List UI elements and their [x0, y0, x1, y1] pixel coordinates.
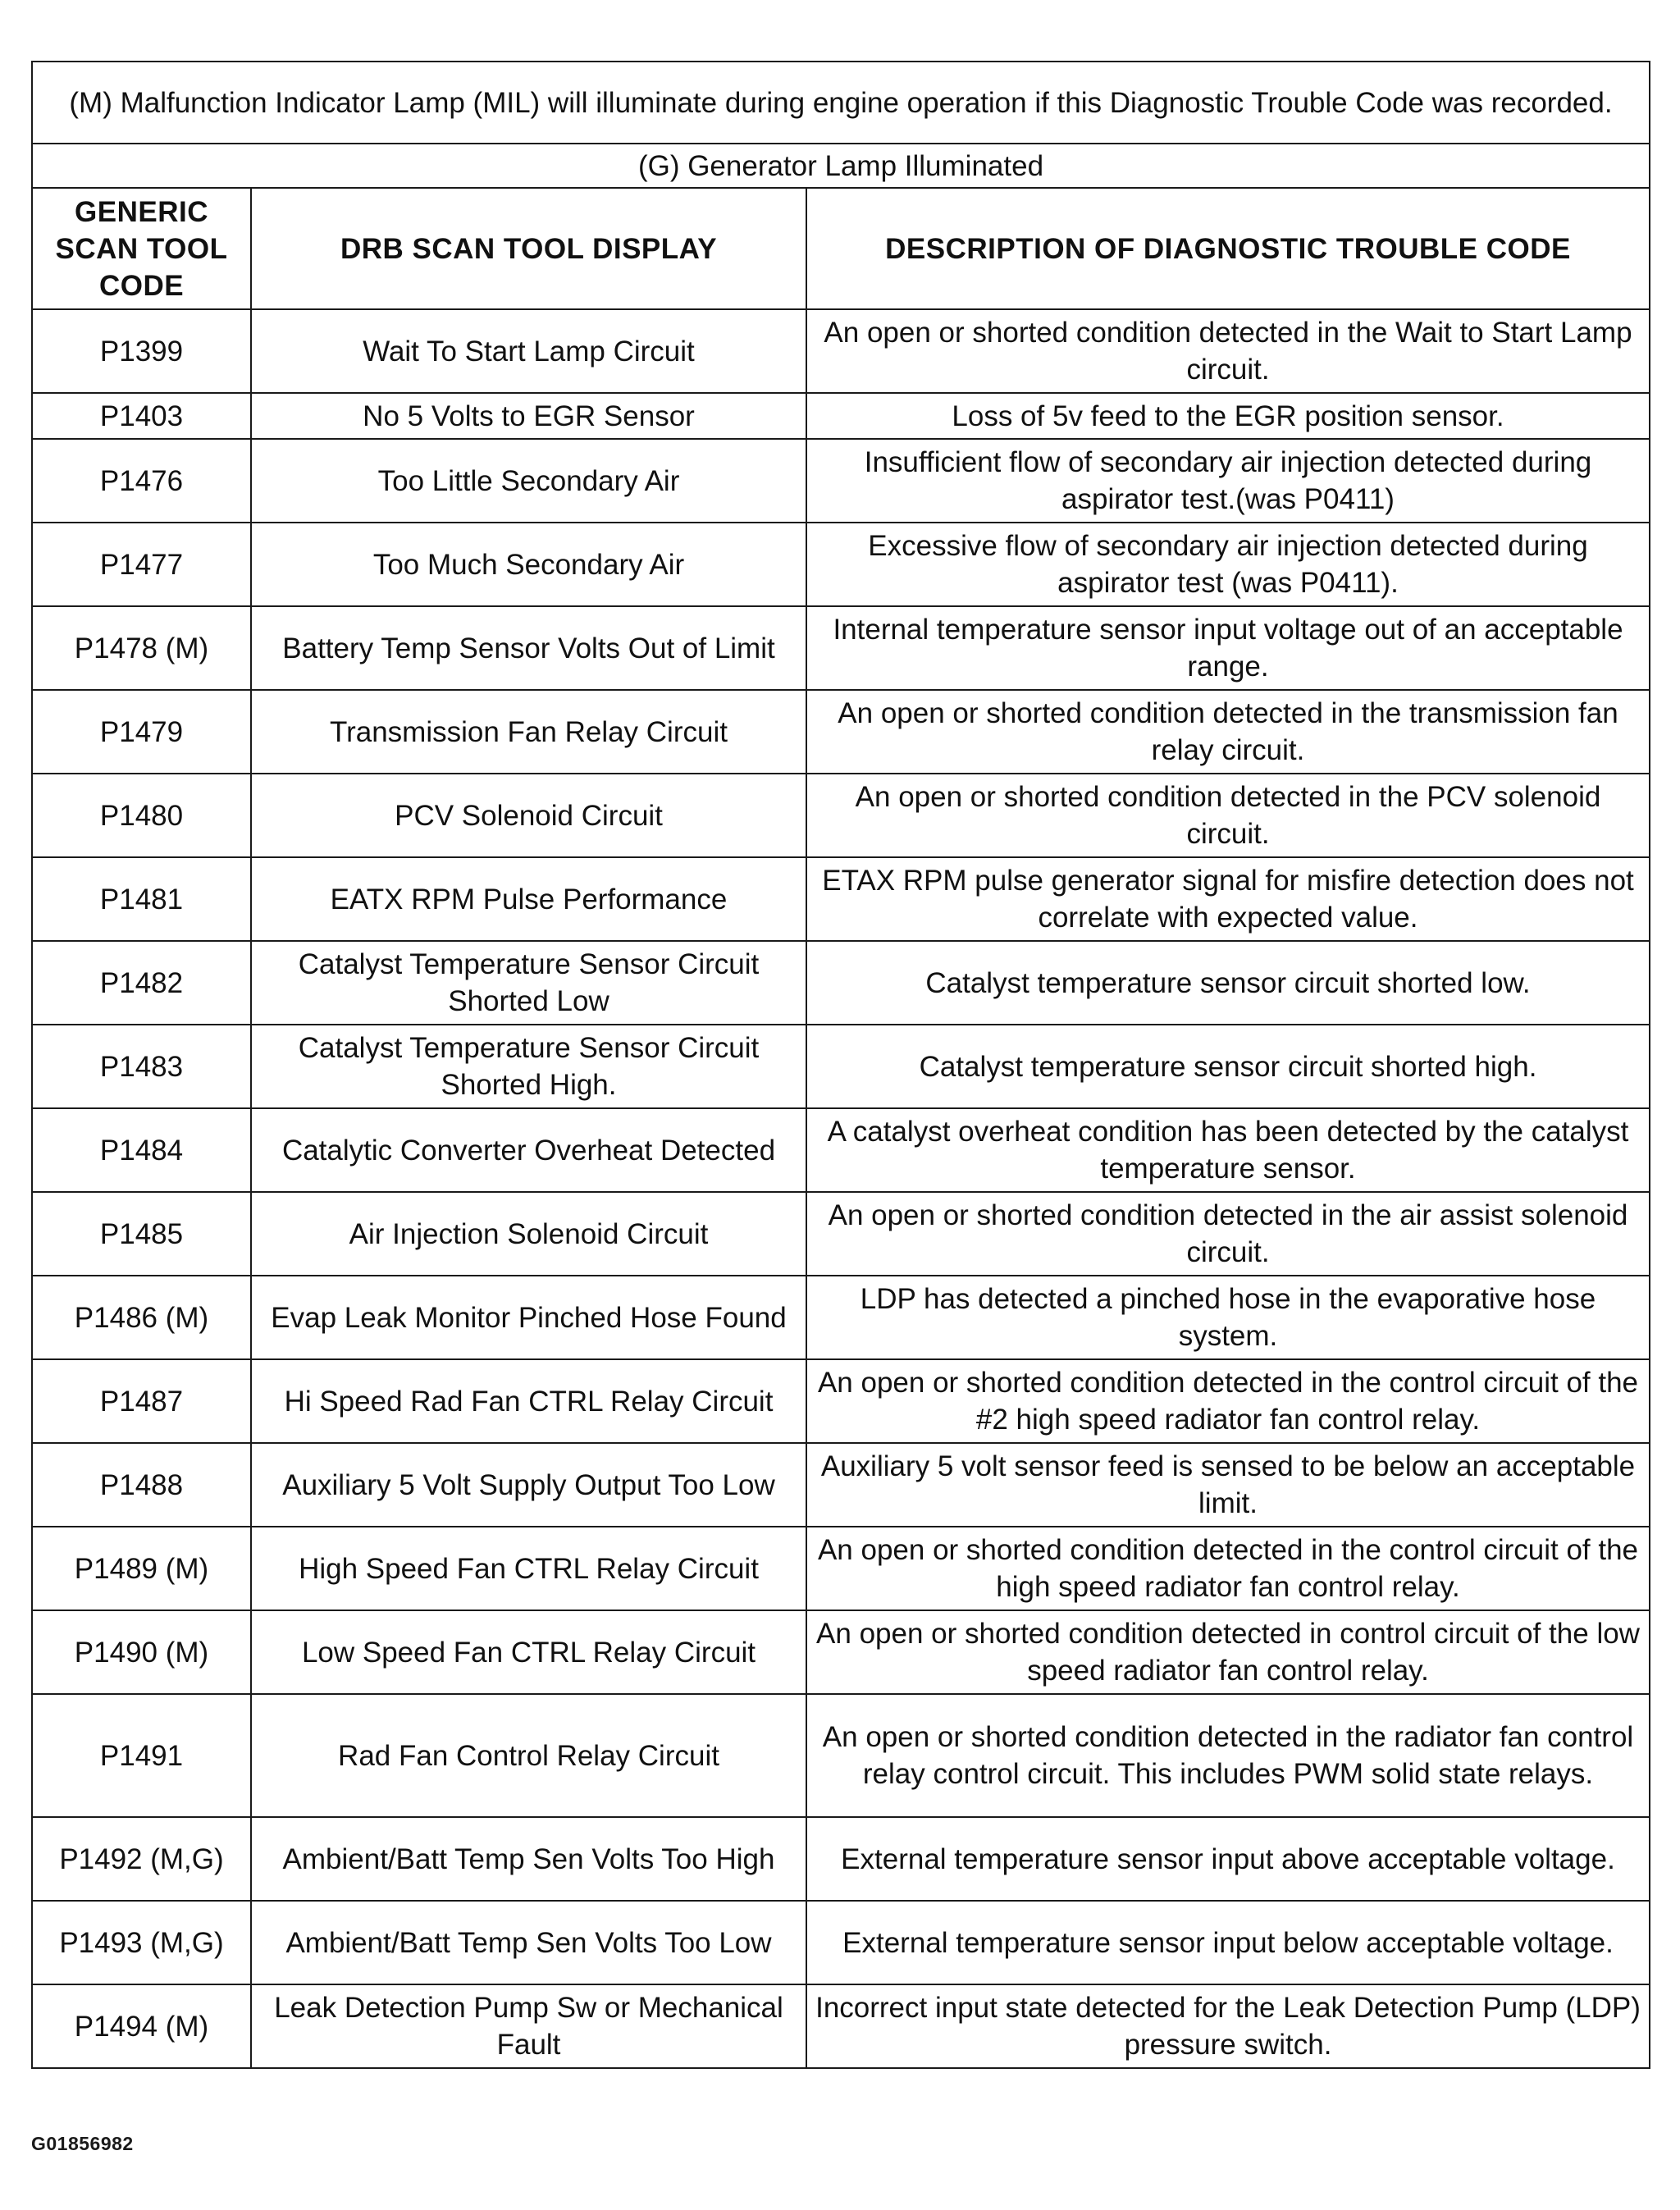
table-row	[32, 690, 1650, 774]
generator-note: (G) Generator Lamp Illuminated	[32, 144, 1650, 188]
description-cell: External temperature sensor input below acceptable voltage.	[806, 1901, 1650, 1984]
description-cell: External temperature sensor input above acceptable voltage.	[806, 1817, 1650, 1901]
code-cell: P1478 (M)	[32, 606, 251, 690]
description-cell: An open or shorted condition detected in the PCV solenoid circuit.	[806, 774, 1650, 857]
figure-id: G01856982	[31, 2133, 134, 2154]
code-cell: P1490 (M)	[32, 1610, 251, 1694]
description-cell: An open or shorted condition detected in the Wait to Start Lamp circuit.	[806, 309, 1650, 393]
code-cell: P1482	[32, 941, 251, 1025]
display-cell: Too Much Secondary Air	[251, 523, 806, 606]
display-cell: Rad Fan Control Relay Circuit	[251, 1694, 806, 1817]
header-display: DRB SCAN TOOL DISPLAY	[251, 188, 806, 309]
code-cell: P1491	[32, 1694, 251, 1817]
header-row	[32, 188, 1650, 309]
display-cell: EATX RPM Pulse Performance	[251, 857, 806, 941]
display-cell: High Speed Fan CTRL Relay Circuit	[251, 1527, 806, 1610]
description-cell: ETAX RPM pulse generator signal for misfire detection does not correlate with expected value.	[806, 857, 1650, 941]
table-row	[32, 1108, 1650, 1192]
table-row	[32, 393, 1650, 439]
code-cell: P1399	[32, 309, 251, 393]
table-row	[32, 1901, 1650, 1984]
code-cell: P1494 (M)	[32, 1984, 251, 2068]
code-cell: P1488	[32, 1443, 251, 1527]
display-cell: Battery Temp Sensor Volts Out of Limit	[251, 606, 806, 690]
table-row	[32, 523, 1650, 606]
table-row	[32, 1984, 1650, 2068]
mil-note-row	[32, 62, 1650, 144]
code-cell: P1484	[32, 1108, 251, 1192]
generator-note-row	[32, 144, 1650, 188]
display-cell: Auxiliary 5 Volt Supply Output Too Low	[251, 1443, 806, 1527]
display-cell: Catalyst Temperature Sensor Circuit Shorted High.	[251, 1025, 806, 1108]
description-cell: An open or shorted condition detected in the air assist solenoid circuit.	[806, 1192, 1650, 1276]
table-row	[32, 606, 1650, 690]
description-cell: Internal temperature sensor input voltage out of an acceptable range.	[806, 606, 1650, 690]
display-cell: Ambient/Batt Temp Sen Volts Too Low	[251, 1901, 806, 1984]
display-cell: Ambient/Batt Temp Sen Volts Too High	[251, 1817, 806, 1901]
code-cell: P1485	[32, 1192, 251, 1276]
description-cell: LDP has detected a pinched hose in the evaporative hose system.	[806, 1276, 1650, 1359]
table-row	[32, 1443, 1650, 1527]
dtc-table	[31, 61, 1650, 2069]
table-row	[32, 1359, 1650, 1443]
code-cell: P1483	[32, 1025, 251, 1108]
description-cell: An open or shorted condition detected in the transmission fan relay circuit.	[806, 690, 1650, 774]
table-row	[32, 1610, 1650, 1694]
table-row	[32, 439, 1650, 523]
display-cell: PCV Solenoid Circuit	[251, 774, 806, 857]
description-cell: An open or shorted condition detected in control circuit of the low speed radiator fan control relay.	[806, 1610, 1650, 1694]
description-cell: An open or shorted condition detected in the control circuit of the high speed radiator fan control relay.	[806, 1527, 1650, 1610]
dtc-table-body	[32, 309, 1650, 2068]
code-cell: P1479	[32, 690, 251, 774]
mil-note: (M) Malfunction Indicator Lamp (MIL) will illuminate during engine operation if this Diagnostic Trouble Code was recorded.	[32, 62, 1650, 144]
code-cell: P1476	[32, 439, 251, 523]
table-row	[32, 1025, 1650, 1108]
display-cell: Air Injection Solenoid Circuit	[251, 1192, 806, 1276]
table-row	[32, 309, 1650, 393]
display-cell: Too Little Secondary Air	[251, 439, 806, 523]
code-cell: P1481	[32, 857, 251, 941]
table-row	[32, 1817, 1650, 1901]
table-row	[32, 941, 1650, 1025]
table-row	[32, 1527, 1650, 1610]
description-cell: Catalyst temperature sensor circuit shorted high.	[806, 1025, 1650, 1108]
description-cell: An open or shorted condition detected in the radiator fan control relay control circuit. This includes PWM solid state relays.	[806, 1694, 1650, 1817]
display-cell: Transmission Fan Relay Circuit	[251, 690, 806, 774]
description-cell: A catalyst overheat condition has been detected by the catalyst temperature sensor.	[806, 1108, 1650, 1192]
description-cell: Insufficient flow of secondary air injection detected during aspirator test.(was P0411)	[806, 439, 1650, 523]
description-cell: Excessive flow of secondary air injection detected during aspirator test (was P0411).	[806, 523, 1650, 606]
table-row	[32, 1192, 1650, 1276]
code-cell: P1493 (M,G)	[32, 1901, 251, 1984]
code-cell: P1403	[32, 393, 251, 439]
header-code: GENERIC SCAN TOOL CODE	[32, 188, 251, 309]
display-cell: Catalyst Temperature Sensor Circuit Shorted Low	[251, 941, 806, 1025]
display-cell: Hi Speed Rad Fan CTRL Relay Circuit	[251, 1359, 806, 1443]
code-cell: P1489 (M)	[32, 1527, 251, 1610]
code-cell: P1477	[32, 523, 251, 606]
description-cell: Catalyst temperature sensor circuit shorted low.	[806, 941, 1650, 1025]
header-description: DESCRIPTION OF DIAGNOSTIC TROUBLE CODE	[806, 188, 1650, 309]
code-cell: P1492 (M,G)	[32, 1817, 251, 1901]
display-cell: No 5 Volts to EGR Sensor	[251, 393, 806, 439]
display-cell: Evap Leak Monitor Pinched Hose Found	[251, 1276, 806, 1359]
description-cell: Auxiliary 5 volt sensor feed is sensed to be below an acceptable limit.	[806, 1443, 1650, 1527]
code-cell: P1487	[32, 1359, 251, 1443]
description-cell: Loss of 5v feed to the EGR position sensor.	[806, 393, 1650, 439]
display-cell: Leak Detection Pump Sw or Mechanical Fault	[251, 1984, 806, 2068]
table-row	[32, 1276, 1650, 1359]
description-cell: An open or shorted condition detected in the control circuit of the #2 high speed radiator fan control relay.	[806, 1359, 1650, 1443]
display-cell: Low Speed Fan CTRL Relay Circuit	[251, 1610, 806, 1694]
table-row	[32, 857, 1650, 941]
display-cell: Catalytic Converter Overheat Detected	[251, 1108, 806, 1192]
table-row	[32, 1694, 1650, 1817]
code-cell: P1480	[32, 774, 251, 857]
code-cell: P1486 (M)	[32, 1276, 251, 1359]
table-row	[32, 774, 1650, 857]
display-cell: Wait To Start Lamp Circuit	[251, 309, 806, 393]
description-cell: Incorrect input state detected for the Leak Detection Pump (LDP) pressure switch.	[806, 1984, 1650, 2068]
